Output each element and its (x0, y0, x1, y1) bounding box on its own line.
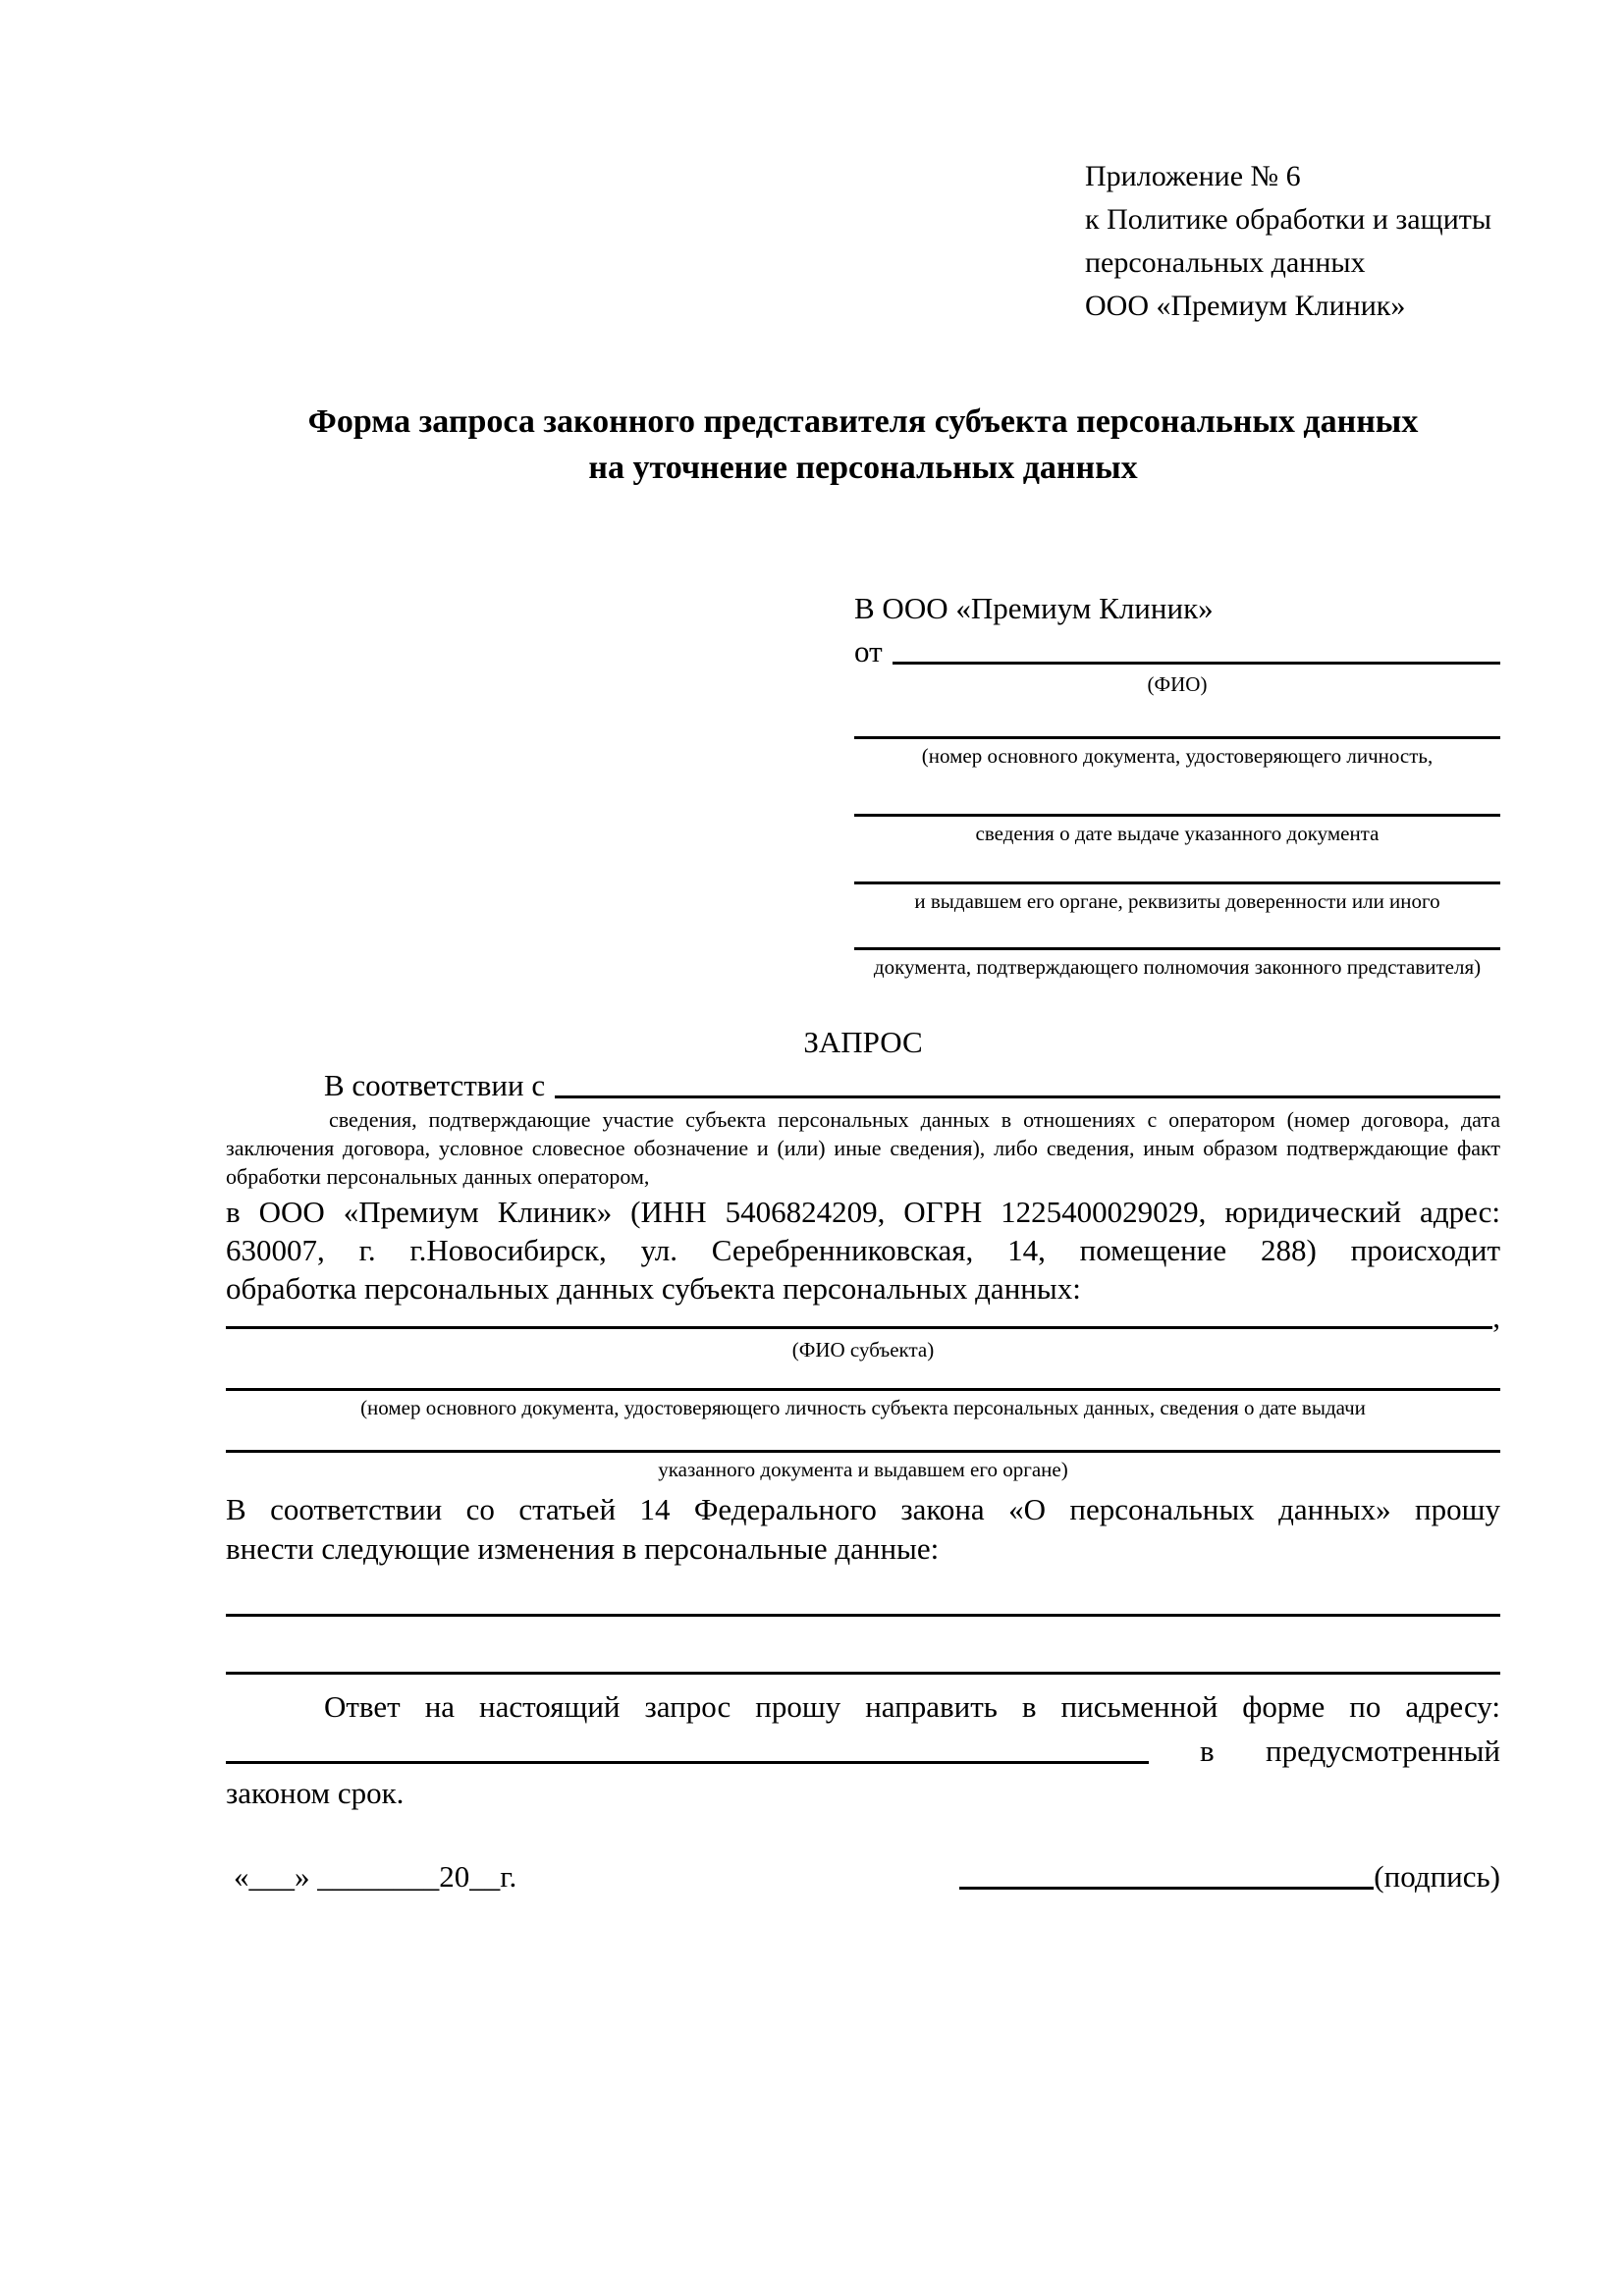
representative-fio-blank-line (893, 662, 1500, 665)
operator-line-3: обработка персональных данных субъекта персональных данных: (226, 1271, 1081, 1306)
subject-document-caption-1: (номер основного документа, удостоверяющего личность субъекта персональных данных, сведения о дате выдачи (360, 1396, 1366, 1419)
subject-document-blank-line-1 (226, 1382, 1500, 1391)
representative-document-caption-4: документа, подтверждающего полномочия законного представителя) (873, 955, 1482, 979)
title-line-2: на уточнение персональных данных (588, 450, 1138, 486)
representative-document-group-3 (854, 876, 1500, 914)
subject-document-group-1 (226, 1382, 1500, 1420)
fio-caption: (ФИО) (1147, 672, 1208, 696)
document-title (226, 399, 1500, 491)
representative-document-caption-3: и выдавшем его органе, реквизиты доверенности или иного (914, 889, 1440, 913)
reply-suffix (1149, 1734, 1500, 1769)
representative-document-blank-line-4 (854, 941, 1500, 950)
representative-document-blank-line-3 (854, 876, 1500, 884)
article14-paragraph (226, 1490, 1500, 1569)
appendix-line-4: ООО «Премиум Клиник» (1085, 290, 1406, 322)
representative-document-group-1 (854, 730, 1500, 769)
appendix-line-1: Приложение № 6 (1085, 160, 1301, 192)
changes-blank-line-2 (226, 1672, 1500, 1675)
reply-word-1: в (1200, 1734, 1215, 1768)
footnote-line-2: заключения договора, условное словесное обозначение и (или) иные сведения), либо сведения, иным образом подтверждающие факт (226, 1136, 1500, 1160)
operator-line-2: 630007, г. г.Новосибирск, ул. Серебренниковская, 14, помещение 288) происходит (226, 1233, 1500, 1267)
subject-fio-caption: (ФИО субъекта) (791, 1338, 935, 1362)
representative-document-caption-2: сведения о дате выдаче указанного документа (975, 822, 1380, 845)
basis-row (226, 1064, 1500, 1103)
subject-fio-blank-line (226, 1326, 1492, 1329)
from-row (854, 630, 1500, 669)
representative-document-group-4 (854, 941, 1500, 980)
representative-document-blank-line-1 (854, 730, 1500, 739)
subject-document-group-2 (226, 1444, 1500, 1482)
reply-paragraph-line-1: Ответ на настоящий запрос прошу направить в письменной форме по адресу: (324, 1689, 1500, 1724)
article14-line-1: В соответствии со статьей 14 Федерального закона «О персональных данных» прошу (226, 1492, 1500, 1526)
basis-prefix: В соответствии с (324, 1068, 546, 1102)
subject-document-blank-line-2 (226, 1444, 1500, 1453)
reply-word-2: предусмотренный (1266, 1734, 1500, 1768)
footer-row (226, 1859, 1500, 1895)
changes-blank-line-1 (226, 1614, 1500, 1617)
subject-document-caption-2: указанного документа и выдавшем его органе) (658, 1458, 1068, 1481)
reply-address-blank-line (226, 1761, 1149, 1764)
signature-caption: (подпись) (1374, 1859, 1500, 1894)
article14-line-2: внести следующие изменения в персональные данные: (226, 1531, 940, 1566)
from-label: от (854, 634, 883, 668)
addressee-block (854, 589, 1500, 980)
operator-paragraph (226, 1193, 1500, 1308)
reply-address-row (226, 1735, 1500, 1769)
appendix-block (1085, 155, 1500, 328)
request-heading: ЗАПРОС (803, 1025, 923, 1059)
footnote-line-3: обработки персональных данных оператором, (226, 1164, 650, 1189)
signature-group (959, 1859, 1500, 1895)
title-line-1: Форма запроса законного представителя субъекта персональных данных (307, 403, 1419, 440)
representative-document-blank-line-2 (854, 808, 1500, 817)
reply-paragraph-end: законом срок. (226, 1776, 405, 1810)
signature-blank-line (959, 1887, 1374, 1890)
representative-document-caption-1: (номер основного документа, удостоверяющего личность, (921, 744, 1434, 768)
trailing-comma: , (1492, 1300, 1500, 1334)
basis-blank-line (555, 1095, 1500, 1098)
date-line: «___» ________20__г. (234, 1859, 517, 1894)
basis-footnote (226, 1105, 1500, 1191)
appendix-line-3: персональных данных (1085, 246, 1366, 279)
operator-line-1: в ООО «Премиум Клиник» (ИНН 5406824209, ОГРН 1225400029029, юридический адрес: (226, 1195, 1500, 1229)
footnote-line-1: сведения, подтверждающие участие субъекта персональных данных в отношениях с оператором (номер договора, дата (329, 1107, 1500, 1132)
addressee-organization: В ООО «Премиум Клиник» (854, 591, 1214, 625)
representative-document-group-2 (854, 808, 1500, 846)
subject-fio-row (226, 1300, 1500, 1335)
appendix-line-2: к Политике обработки и защиты (1085, 203, 1492, 236)
